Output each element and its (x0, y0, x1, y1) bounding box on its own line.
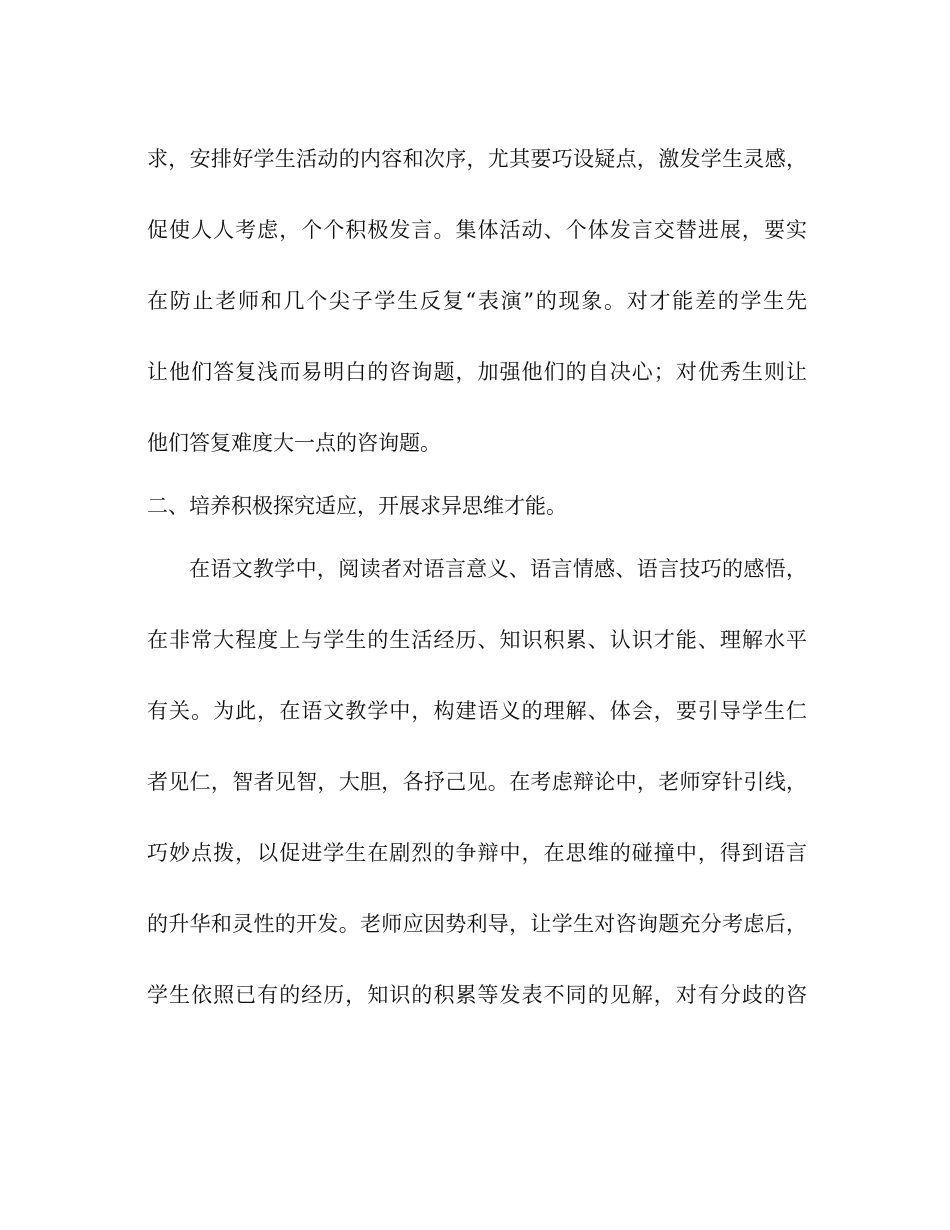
paragraph-line-12: 学生依照已有的经历，知识的积累等发表不同的见解，对有分歧的咨 (147, 983, 807, 1007)
paragraph-line-10: 巧妙点拨，以促进学生在剧烈的争辩中，在思维的碰撞中，得到语言 (147, 841, 807, 865)
paragraph-line-6: 在语文教学中，阅读者对语言意义、语言情感、语言技巧的感悟， (189, 557, 807, 581)
paragraph-line-2: 促使人人考虑，个个积极发言。集体活动、个体发言交替进展，要实 (147, 218, 807, 242)
paragraph-line-1: 求，安排好学生活动的内容和次序，尤其要巧设疑点，激发学生灵感， (147, 147, 807, 171)
section-heading: 二、培养积极探究适应，开展求异思维才能。 (147, 494, 567, 518)
paragraph-line-8: 有关。为此，在语文教学中，构建语义的理解、体会，要引导学生仁 (147, 699, 807, 723)
paragraph-line-9: 者见仁，智者见智，大胆，各抒己见。在考虑辩论中，老师穿针引线， (147, 770, 807, 794)
paragraph-line-5: 他们答复难度大一点的咨询题。 (147, 431, 441, 455)
paragraph-line-3: 在防止老师和几个尖子学生反复“表演”的现象。对才能差的学生先 (147, 289, 807, 313)
paragraph-line-11: 的升华和灵性的开发。老师应因势利导，让学生对咨询题充分考虑后， (147, 912, 807, 936)
paragraph-line-7: 在非常大程度上与学生的生活经历、知识积累、认识才能、理解水平 (147, 628, 807, 652)
paragraph-line-4: 让他们答复浅而易明白的咨询题，加强他们的自决心；对优秀生则让 (147, 360, 807, 384)
